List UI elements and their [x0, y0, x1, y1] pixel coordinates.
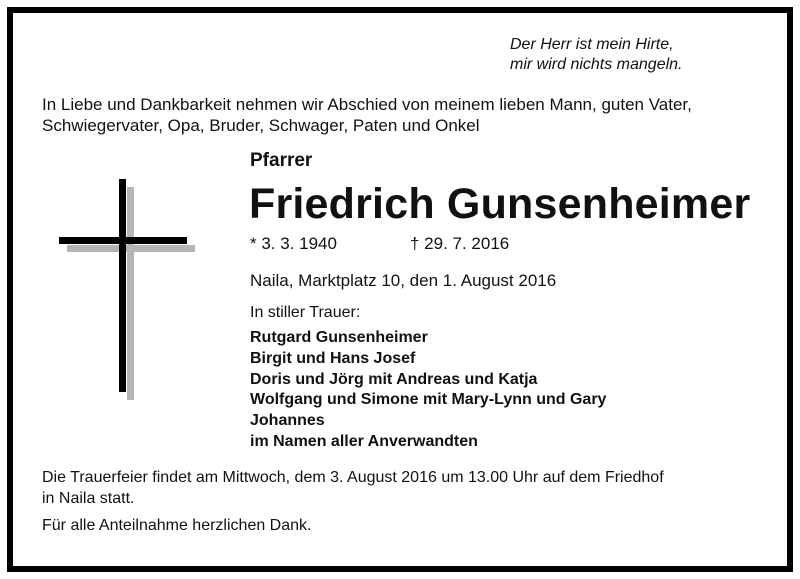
family-member: im Namen aller Anverwandten: [250, 432, 478, 450]
family-member: Rutgard Gunsenheimer: [250, 329, 428, 346]
motto-line-2: mir wird nichts mangeln.: [510, 56, 683, 73]
bible-motto: [510, 35, 683, 75]
deceased-title: Pfarrer: [250, 150, 313, 171]
deceased-name: Friedrich Gunsenheimer: [249, 180, 751, 228]
intro-text: [42, 94, 767, 136]
cross-horizontal: [59, 237, 187, 244]
cross-shadow-horizontal: [67, 245, 195, 252]
thanks-note: Für alle Anteilnahme herzlichen Dank.: [42, 517, 312, 534]
birth-date: * 3. 3. 1940: [250, 234, 337, 253]
service-line-2: in Naila statt.: [42, 489, 135, 507]
mourning-label: In stiller Trauer:: [250, 304, 361, 321]
cross-vertical: [119, 179, 126, 392]
funeral-service-info: [42, 468, 664, 509]
service-line-1: Die Trauerfeier findet am Mittwoch, dem 3. August 2016 um 13.00 Uhr auf dem Friedhof: [42, 469, 664, 486]
family-member: Doris und Jörg mit Andreas und Katja: [250, 370, 538, 388]
family-member: Birgit und Hans Josef: [250, 349, 416, 367]
cross-shadow-vertical: [127, 187, 134, 400]
intro-line-2: Schwiegervater, Opa, Bruder, Schwager, Paten und Onkel: [42, 116, 480, 135]
life-dates: [250, 233, 510, 254]
death-date: † 29. 7. 2016: [410, 234, 510, 253]
family-member: Johannes: [250, 412, 325, 430]
motto-line-1: Der Herr ist mein Hirte,: [510, 36, 674, 53]
family-list: [250, 328, 606, 453]
cross-icon: [55, 175, 205, 405]
family-member: Wolfgang und Simone mit Mary-Lynn und Gary: [250, 391, 607, 409]
intro-line-1: In Liebe und Dankbarkeit nehmen wir Abschied von meinem lieben Mann, guten Vater,: [42, 95, 692, 114]
place-and-date: Naila, Marktplatz 10, den 1. August 2016: [250, 271, 557, 290]
